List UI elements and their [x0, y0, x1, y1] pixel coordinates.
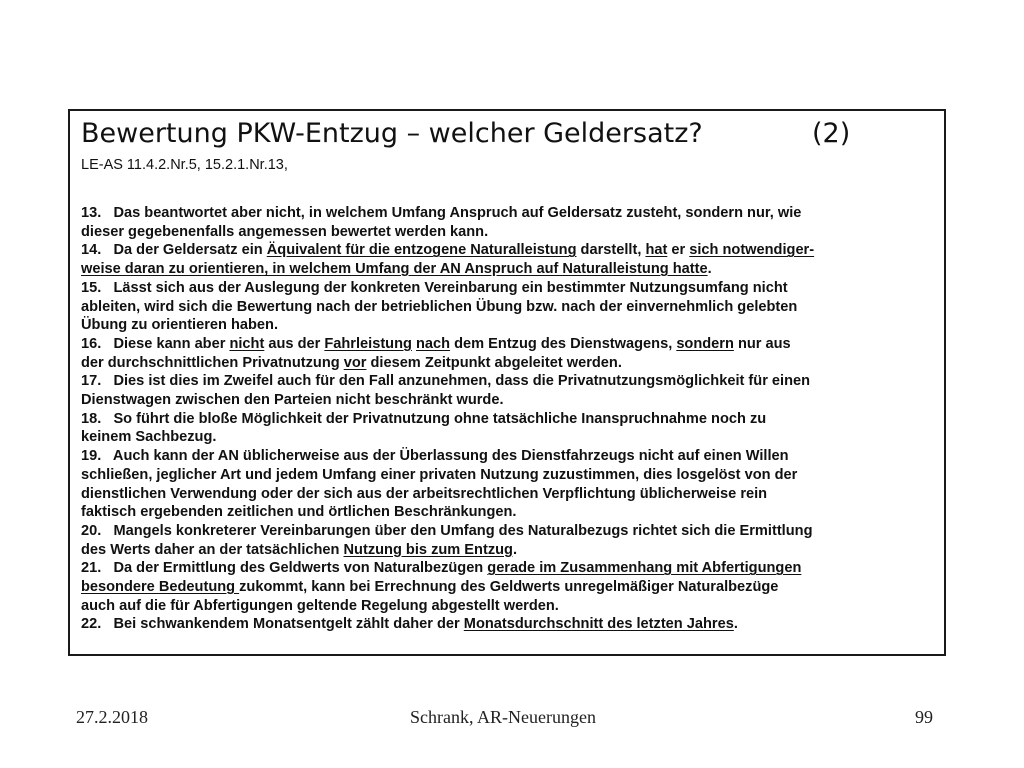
underlined-text-run: weise daran zu orientieren, in welchem Umfang der AN Anspruch auf Naturalleistung hatte — [81, 261, 708, 278]
text-run: 15. Lässt sich aus der Auslegung der konkreten Vereinbarung ein bestimmter Nutzungsumfang nicht — [81, 279, 788, 296]
text-run: 22. Bei schwankendem Monatsentgelt zählt daher der — [81, 616, 464, 633]
text-run: aus der — [264, 335, 325, 352]
text-run: 17. Dies ist dies im Zweifel auch für den Fall anzunehmen, dass die Privatnutzungsmöglichkeit für einen — [81, 373, 811, 390]
underlined-text-run: sich notwendiger- — [689, 242, 815, 259]
numbered-paragraphs — [81, 204, 943, 634]
text-run: . — [512, 541, 518, 558]
slide-title-number: (2) — [812, 118, 851, 149]
text-run: er — [667, 242, 690, 259]
text-line — [81, 241, 943, 260]
legal-reference: LE-AS 11.4.2.Nr.5, 15.2.1.Nr.13, — [81, 157, 288, 173]
text-run: 20. Mangels konkreterer Vereinbarungen über den Umfang des Naturalbezugs richtet sich die Ermittlung — [81, 522, 813, 539]
text-run: 19. Auch kann der AN üblicherweise aus der Überlassung des Dienstfahrzeugs nicht auf einen Willen — [81, 448, 789, 465]
text-line — [81, 559, 943, 578]
text-run: 21. Da der Ermittlung des Geldwerts von Naturalbezügen — [81, 560, 488, 577]
slide-content-box — [68, 109, 946, 656]
underlined-text-run: nach — [416, 335, 451, 352]
underlined-text-run: Nutzung bis zum Entzug — [343, 541, 513, 558]
text-line — [81, 316, 943, 335]
text-run: nur aus — [733, 335, 791, 352]
text-run: 16. Diese kann aber — [81, 335, 230, 352]
underlined-text-run: besondere Bedeutung — [81, 579, 240, 596]
text-line — [81, 428, 943, 447]
text-run: dem Entzug des Dienstwagens, — [450, 335, 677, 352]
slide-title-row — [81, 118, 941, 158]
text-line — [81, 522, 943, 541]
text-run: keinem Sachbezug. — [81, 429, 217, 446]
underlined-text-run: Monatsdurchschnitt des letzten Jahres — [463, 616, 734, 633]
text-run: dieser gegebenenfalls angemessen bewertet werden kann. — [81, 223, 489, 240]
footer-page-number: 99 — [915, 707, 933, 727]
text-line — [81, 260, 943, 279]
underlined-text-run: gerade im Zusammenhang mit Abfertigungen — [487, 560, 802, 577]
text-run: diesem Zeitpunkt abgeleitet werden. — [366, 354, 622, 371]
text-run: der durchschnittlichen Privatnutzung — [81, 354, 344, 371]
text-run: ableiten, wird sich die Bewertung nach der betrieblichen Übung bzw. nach der einvernehmlich gelebten — [81, 298, 798, 315]
text-run: . — [707, 261, 712, 278]
text-run: zukommt, kann bei Errechnung des Geldwerts unregelmäßiger Naturalbezüge — [239, 579, 779, 596]
text-line — [81, 503, 943, 522]
text-line — [81, 223, 943, 242]
text-line — [81, 279, 943, 298]
text-run: schließen, jeglicher Art und jedem Umfang einer privaten Nutzung zuzustimmen, dies losgelöst von der — [81, 466, 798, 483]
underlined-text-run: vor — [343, 354, 367, 371]
text-line — [81, 391, 943, 410]
text-run: des Werts daher an der tatsächlichen — [81, 541, 344, 558]
text-line — [81, 447, 943, 466]
text-run: faktisch ergebenden zeitlichen und örtlichen Beschränkungen. — [81, 504, 517, 521]
text-line — [81, 597, 943, 616]
text-line — [81, 466, 943, 485]
text-line — [81, 204, 943, 223]
underlined-text-run: nicht — [229, 335, 265, 352]
underlined-text-run: Fahrleistung — [324, 335, 412, 352]
slide-title: Bewertung PKW-Entzug – welcher Geldersatz? — [81, 118, 703, 149]
footer-date: 27.2.2018 — [76, 707, 148, 727]
text-run: . — [733, 616, 738, 633]
text-line — [81, 485, 943, 504]
text-run: darstellt, — [576, 242, 646, 259]
text-line — [81, 298, 943, 317]
text-run: 14. Da der Geldersatz ein — [81, 242, 267, 259]
underlined-text-run: Äquivalent für die entzogene Naturalleistung — [266, 242, 577, 259]
text-run: Dienstwagen zwischen den Parteien nicht beschränkt wurde. — [81, 392, 504, 409]
text-run: dienstlichen Verwendung oder der sich aus der arbeitsrechtlichen Verpflichtung üblicherweise rein — [81, 485, 768, 502]
text-run: auch auf die für Abfertigungen geltende Regelung abgestellt werden. — [81, 597, 559, 614]
text-run: 18. So führt die bloße Möglichkeit der Privatnutzung ohne tatsächliche Inanspruchnahme noch zu — [81, 410, 767, 427]
text-line — [81, 354, 943, 373]
text-line — [81, 541, 943, 560]
text-line — [81, 615, 943, 634]
footer-author: Schrank, AR-Neuerungen — [410, 707, 596, 727]
text-line — [81, 335, 943, 354]
text-run: Übung zu orientieren haben. — [81, 317, 279, 334]
underlined-text-run: hat — [645, 242, 668, 259]
text-line — [81, 578, 943, 597]
underlined-text-run: sondern — [676, 335, 734, 352]
text-run: 13. Das beantwortet aber nicht, in welchem Umfang Anspruch auf Geldersatz zusteht, sondern nur, wie — [81, 205, 802, 221]
text-line — [81, 372, 943, 391]
text-line — [81, 410, 943, 429]
